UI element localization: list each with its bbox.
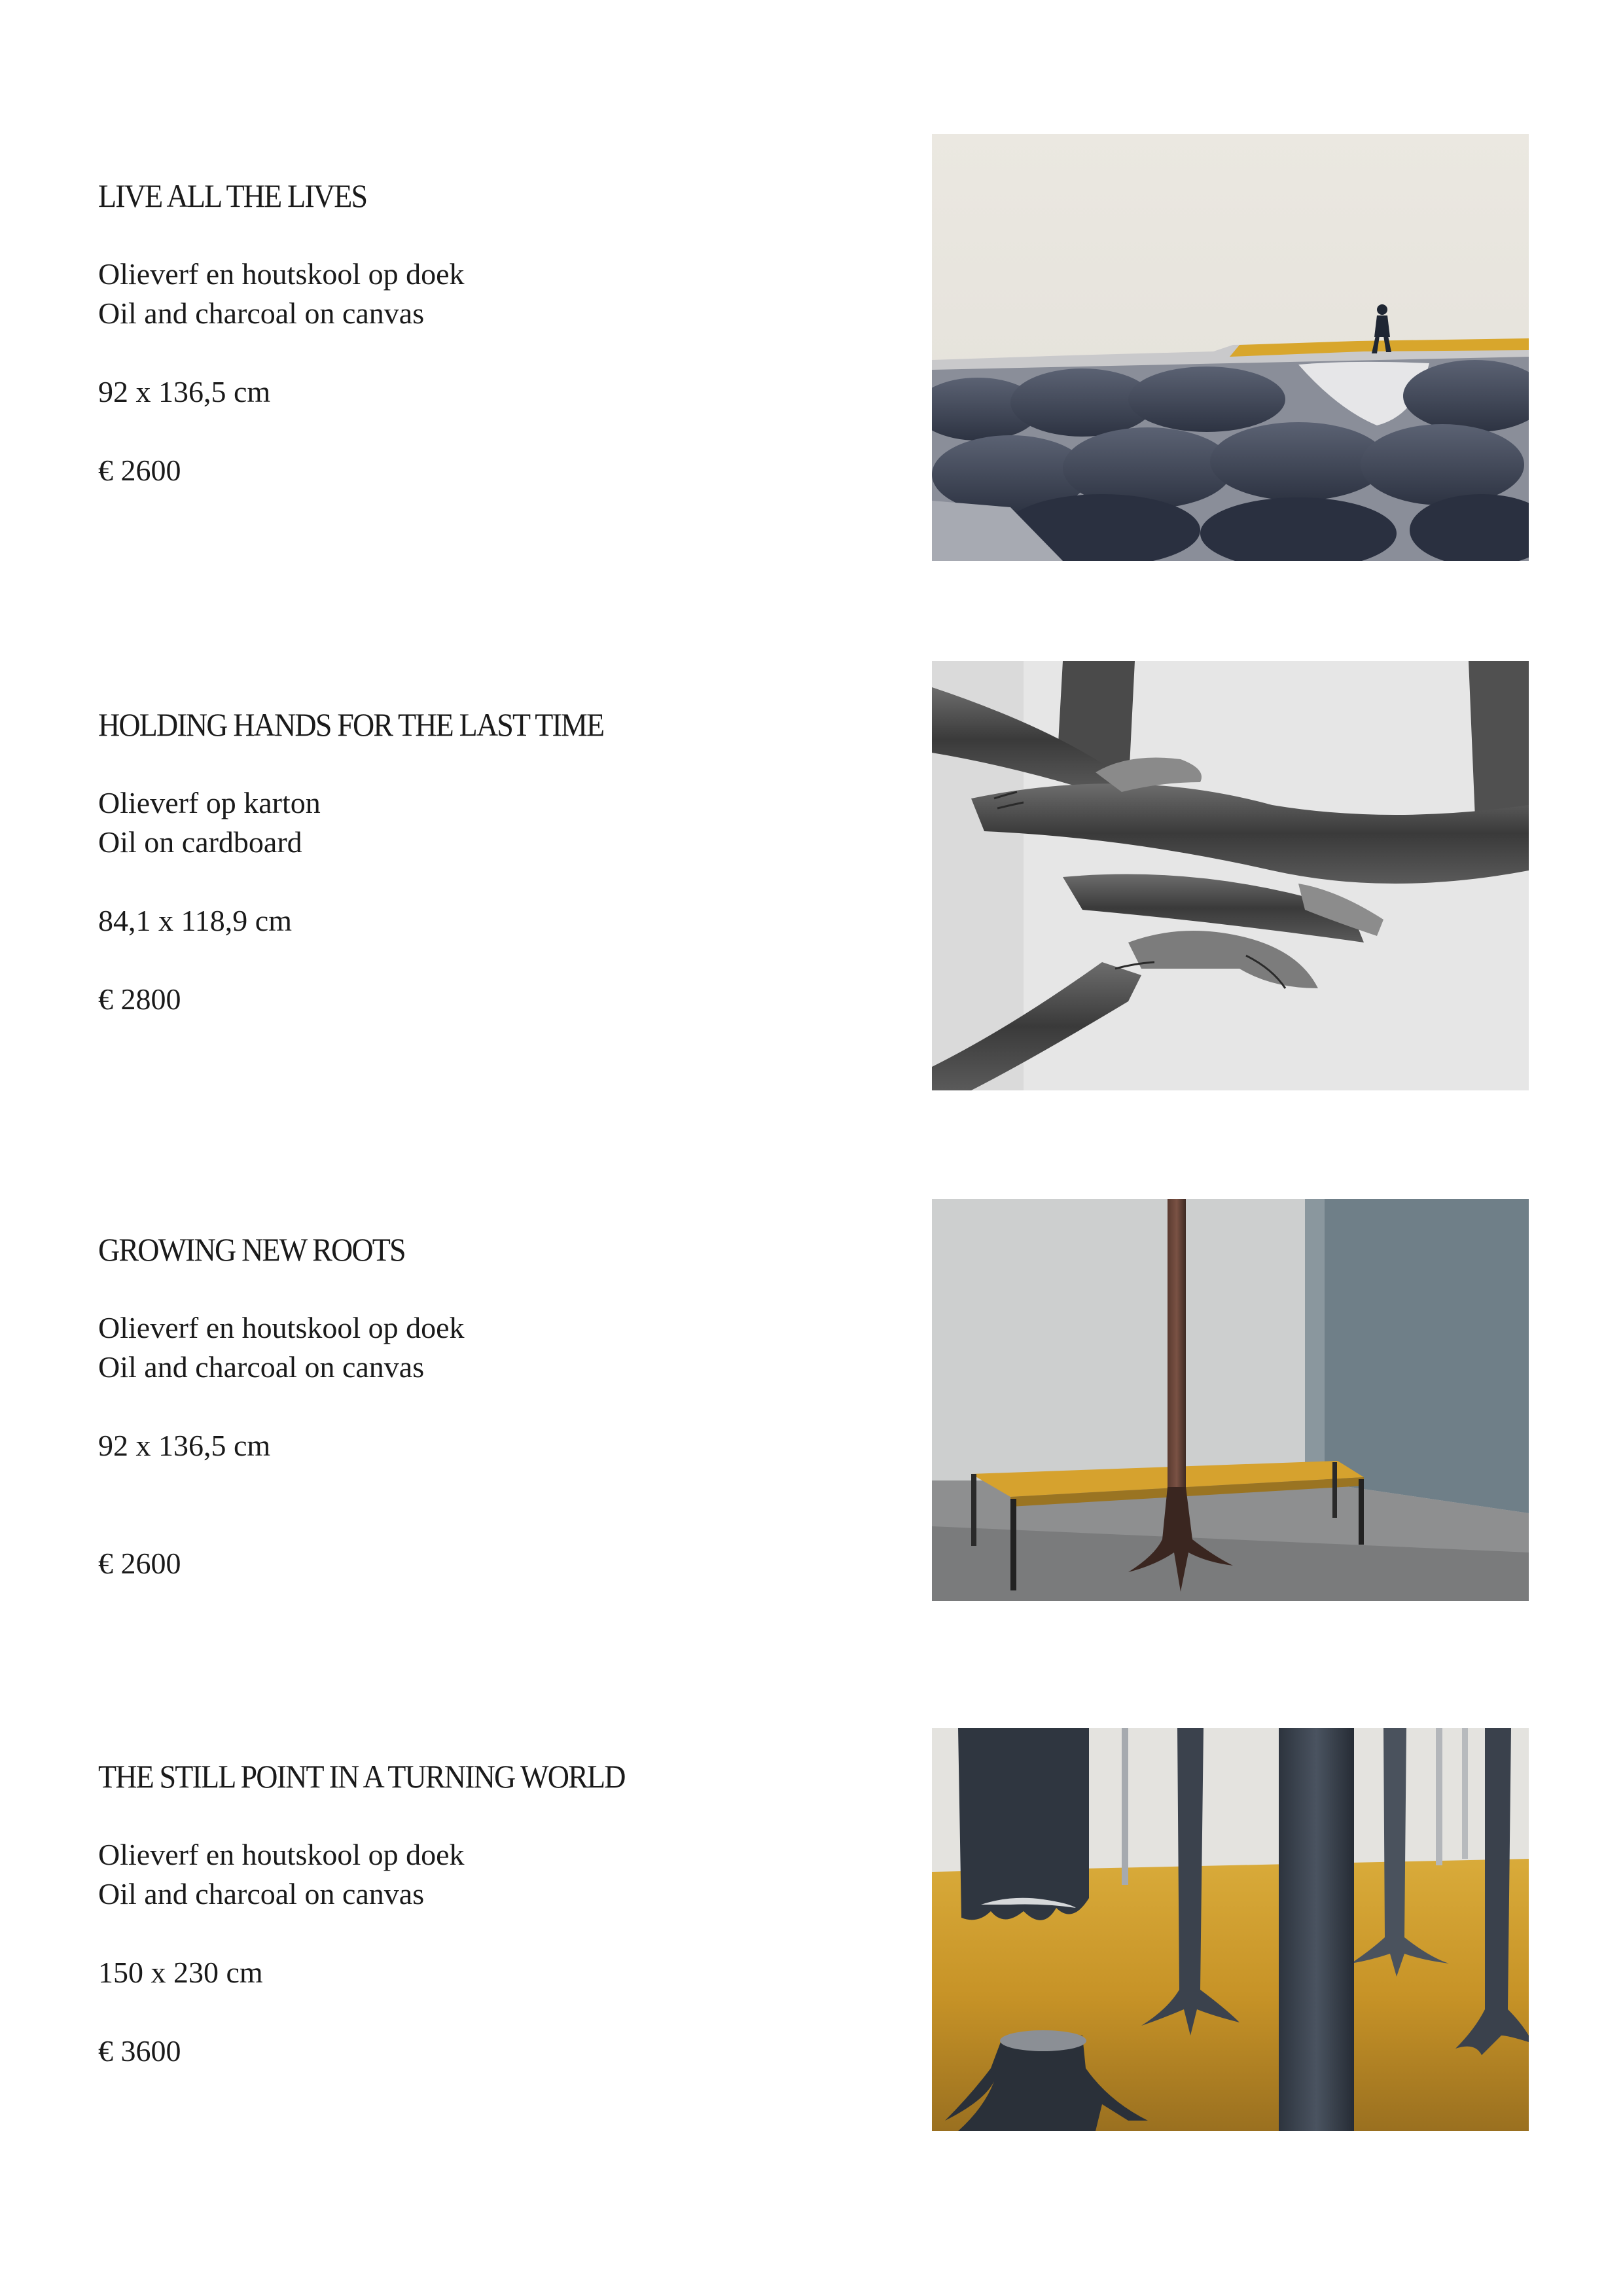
painting-canvas: [932, 134, 1529, 561]
medium-english: Oil and charcoal on canvas: [98, 1350, 425, 1384]
dimensions: 84,1 x 118,9 cm: [98, 904, 292, 937]
price: € 2800: [98, 982, 181, 1016]
painting-tree-through-table: [932, 1199, 1529, 1601]
painting-lone-figure-on-rocks: [932, 134, 1529, 561]
price: € 3600: [98, 2034, 181, 2068]
painting-forest-trunks: [932, 1728, 1529, 2131]
painting-interlocked-arms: [932, 661, 1529, 1090]
dimensions: 150 x 230 cm: [98, 1956, 263, 1989]
artwork-title: LIVE ALL THE LIVES: [98, 177, 367, 214]
artwork-title: HOLDING HANDS FOR THE LAST TIME: [98, 706, 604, 743]
price: € 2600: [98, 454, 181, 487]
medium-dutch: Olieverf op karton: [98, 786, 321, 819]
medium-dutch: Olieverf en houtskool op doek: [98, 1311, 465, 1344]
medium-dutch: Olieverf en houtskool op doek: [98, 1838, 465, 1871]
dimensions: 92 x 136,5 cm: [98, 375, 271, 408]
painting-canvas: [932, 1728, 1529, 2131]
painting-canvas: [932, 1199, 1529, 1601]
painting-canvas: [932, 661, 1529, 1090]
medium-dutch: Olieverf en houtskool op doek: [98, 257, 465, 291]
artwork-title: GROWING NEW ROOTS: [98, 1231, 405, 1268]
medium-english: Oil and charcoal on canvas: [98, 296, 425, 330]
medium-english: Oil on cardboard: [98, 825, 302, 859]
dimensions: 92 x 136,5 cm: [98, 1429, 271, 1462]
price: € 2600: [98, 1547, 181, 1580]
artwork-title: THE STILL POINT IN A TURNING WORLD: [98, 1758, 625, 1795]
medium-english: Oil and charcoal on canvas: [98, 1877, 425, 1910]
